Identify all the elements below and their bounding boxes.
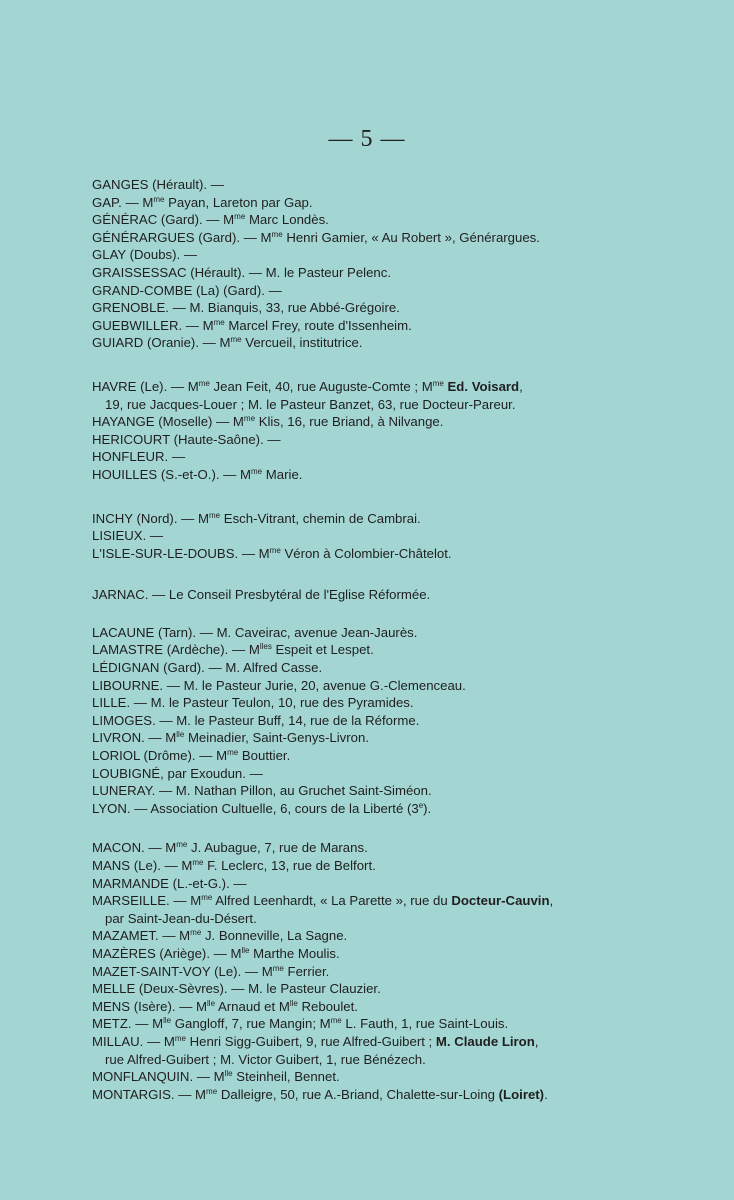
directory-entry: HAVRE (Le). — $M^{me}$ Jean Feit, 40, rue Auguste-Comte ; $M^{me}$ Ed. Voisard,	[92, 378, 523, 394]
directory-entry: METZ. — $M^{lle}$ Gangloff, 7, rue Mangin; $M^{me}$ L. Fauth, 1, rue Saint-Louis.	[92, 1016, 509, 1032]
directory-entry: GUEBWILLER. — $M^{me}$ Marcel Frey, route d'Issenheim.	[92, 317, 412, 333]
section-gap	[92, 604, 632, 624]
directory-entry: GAP. — $M^{me}$ Payan, Lareton par Gap.	[92, 194, 313, 210]
directory-entry: GUIARD (Oranie). — $M^{me}$ Vercueil, institutrice.	[92, 335, 363, 351]
section-gap	[92, 817, 632, 839]
directory-entry: LUNERAY. — M. Nathan Pillon, au Gruchet Saint-Siméon.	[92, 783, 432, 799]
directory-entry: GÉNÉRAC (Gard). — $M^{me}$ Marc Londès.	[92, 212, 329, 228]
directory-entry: LOUBIGNÉ, par Exoudun. —	[92, 765, 263, 781]
directory-entry: LYON. — Association Cultuelle, 6, cours de la Liberté (3e).	[92, 800, 432, 816]
directory-entry: LACAUNE (Tarn). — M. Caveirac, avenue Jean-Jaurès.	[92, 624, 418, 640]
directory-entry: LORIOL (Drôme). — $M^{me}$ Bouttier.	[92, 748, 291, 764]
directory-entry: JARNAC. — Le Conseil Presbytéral de l'Eglise Réformée.	[92, 587, 431, 603]
directory-entry: HERICOURT (Haute-Saône). —	[92, 431, 281, 447]
directory-entry: HAYANGE (Moselle) — $M^{me}$ Klis, 16, rue Briand, à Nilvange.	[92, 414, 444, 430]
directory-entry: GANGES (Hérault). —	[92, 177, 224, 192]
entry-continuation: par Saint-Jean-du-Désert.	[105, 910, 257, 926]
directory-entry: MAZÈRES (Ariège). — $M^{lle}$ Marthe Moulis.	[92, 945, 340, 961]
section-gap	[92, 562, 632, 586]
address-list	[92, 176, 632, 1103]
page-number: — 5 —	[328, 126, 406, 152]
directory-entry: L'ISLE-SUR-LE-DOUBS. — $M^{me}$ Véron à Colombier-Châtelot.	[92, 545, 452, 561]
directory-entry: LÉDIGNAN (Gard). — M. Alfred Casse.	[92, 660, 323, 676]
directory-entry: MARMANDE (L.-et-G.). —	[92, 875, 247, 891]
directory-entry: LISIEUX. —	[92, 528, 164, 544]
directory-entry: LAMASTRE (Ardèche). — $M^{lles}$ Espeit et Lespet.	[92, 642, 374, 658]
directory-entry: HOUILLES (S.-et-O.). — $M^{me}$ Marie.	[92, 466, 303, 482]
directory-entry: GÉNÉRARGUES (Gard). — $M^{me}$ Henri Gamier, « Au Robert », Générargues.	[92, 229, 540, 245]
directory-entry: MAZET-SAINT-VOY (Le). — $M^{me}$ Ferrier.	[92, 963, 330, 979]
directory-entry: MONFLANQUIN. — $M^{lle}$ Steinheil, Bennet.	[92, 1069, 340, 1085]
directory-entry: MARSEILLE. — $M^{me}$ Alfred Leenhardt, « La Parette », rue du Docteur-Cauvin,	[92, 893, 554, 909]
directory-entry: GLAY (Doubs). —	[92, 247, 198, 263]
directory-entry: MAZAMET. — $M^{me}$ J. Bonneville, La Sagne.	[92, 928, 348, 944]
directory-entry: GRENOBLE. — M. Bianquis, 33, rue Abbé-Grégoire.	[92, 300, 400, 316]
directory-entry: GRAISSESSAC (Hérault). — M. le Pasteur Pelenc.	[92, 264, 392, 280]
directory-entry: MACON. — $M^{me}$ J. Aubague, 7, rue de Marans.	[92, 840, 368, 856]
directory-entry: INCHY (Nord). — $M^{me}$ Esch-Vitrant, chemin de Cambrai.	[92, 510, 421, 526]
directory-entry: LILLE. — M. le Pasteur Teulon, 10, rue des Pyramides.	[92, 695, 414, 711]
directory-entry: LIMOGES. — M. le Pasteur Buff, 14, rue de la Réforme.	[92, 712, 420, 728]
directory-entry: MENS (Isère). — $M^{lle}$ Arnaud et $M^{lle}$ Reboulet.	[92, 998, 358, 1014]
directory-entry: MILLAU. — $M^{me}$ Henri Sigg-Guibert, 9, rue Alfred-Guibert ; M. Claude Liron,	[92, 1033, 539, 1049]
directory-entry: MANS (Le). — $M^{me}$ F. Leclerc, 13, rue de Belfort.	[92, 858, 376, 873]
entry-continuation: 19, rue Jacques-Louer ; M. le Pasteur Banzet, 63, rue Docteur-Pareur.	[105, 396, 516, 412]
section-gap	[92, 352, 632, 378]
directory-entry: GRAND-COMBE (La) (Gard). —	[92, 282, 282, 298]
directory-entry: LIBOURNE. — M. le Pasteur Jurie, 20, avenue G.-Clemenceau.	[92, 677, 466, 693]
section-gap	[92, 484, 632, 510]
entry-continuation: rue Alfred-Guibert ; M. Victor Guibert, 1, rue Bénézech.	[105, 1051, 426, 1067]
directory-entry: MELLE (Deux-Sèvres). — M. le Pasteur Clauzier.	[92, 981, 381, 997]
directory-entry: LIVRON. — $M^{lle}$ Meinadier, Saint-Genys-Livron.	[92, 730, 369, 746]
directory-entry: MONTARGIS. — $M^{me}$ Dalleigre, 50, rue A.-Briand, Chalette-sur-Loing (Loiret).	[92, 1086, 548, 1102]
directory-entry: HONFLEUR. —	[92, 449, 186, 465]
